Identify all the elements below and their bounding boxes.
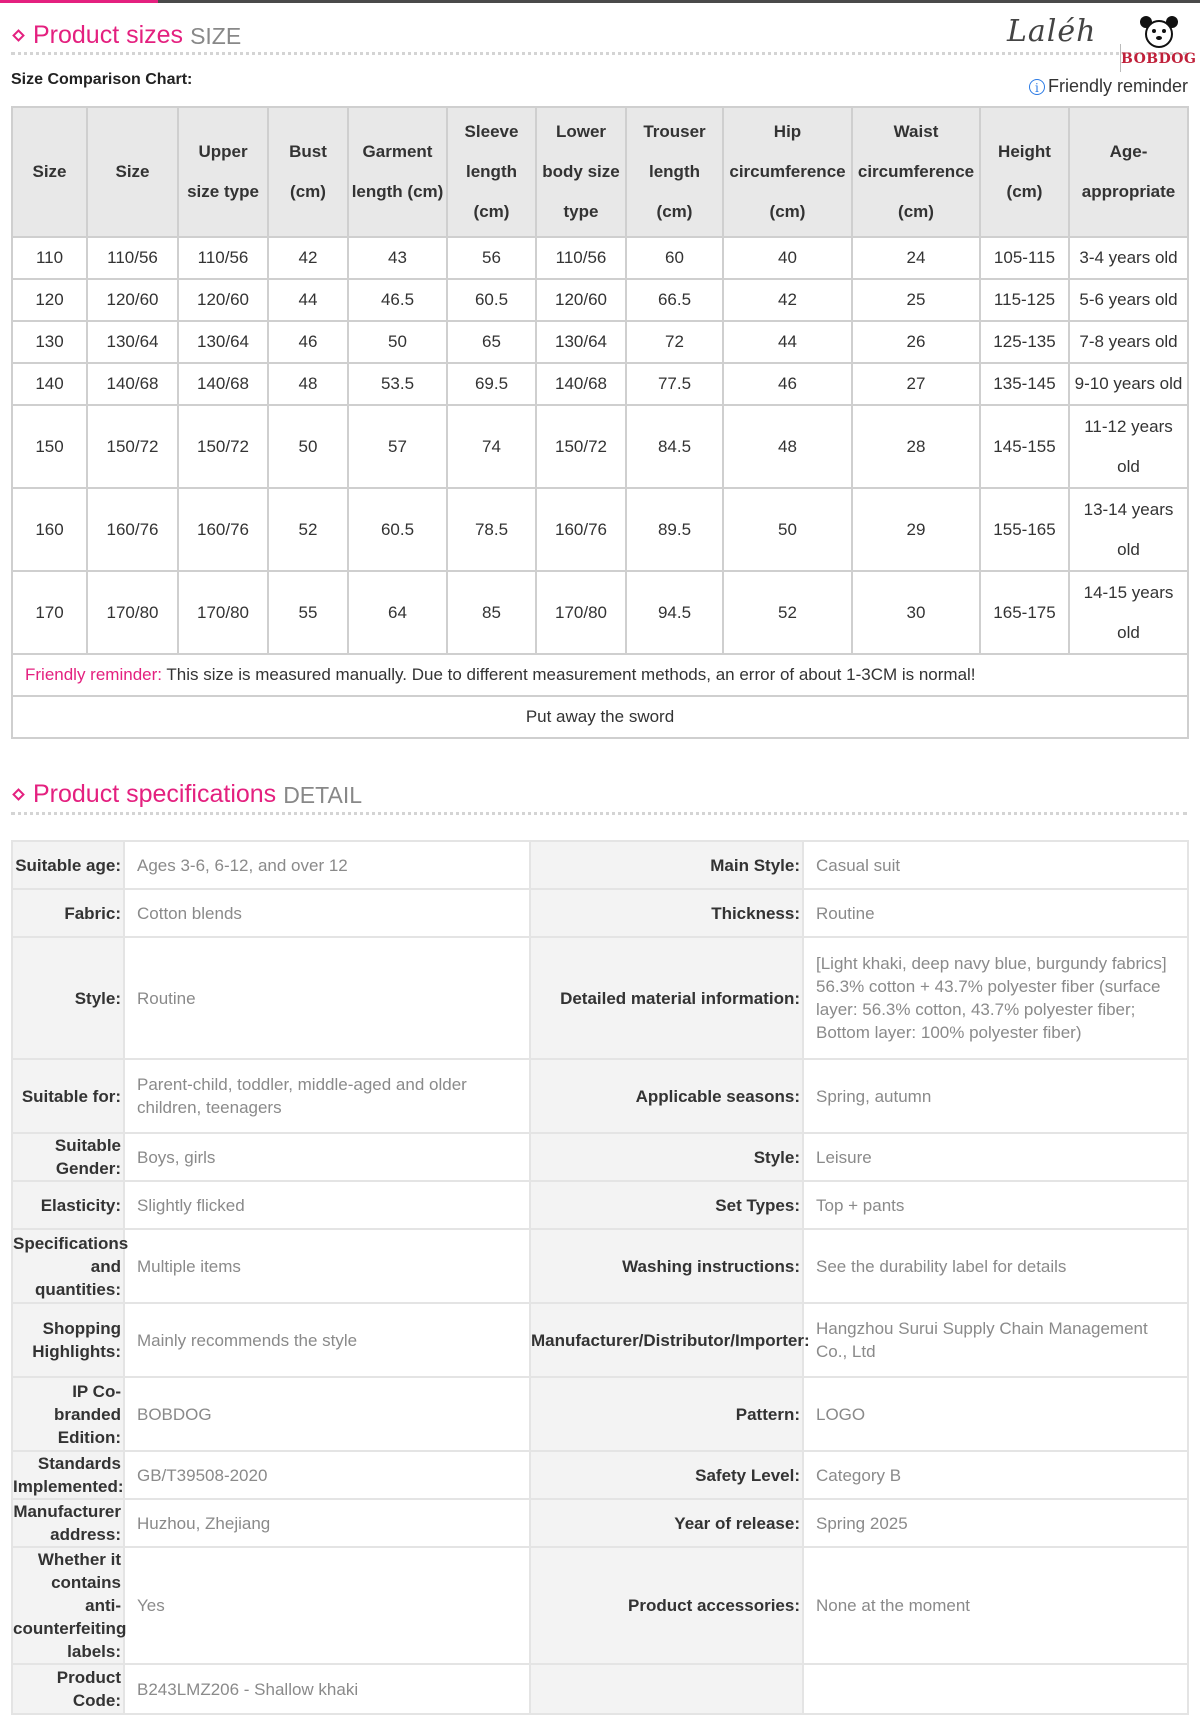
size-cell: 89.5 [626, 488, 723, 571]
spec-value: Slightly flicked [124, 1181, 530, 1229]
spec-row [12, 1664, 1188, 1714]
column-header: Size [87, 107, 178, 237]
friendly-reminder-label: Friendly reminder [1047, 76, 1188, 96]
size-cell: 170/80 [87, 571, 178, 654]
size-cell: 29 [852, 488, 980, 571]
size-cell: 53.5 [348, 363, 447, 405]
spec-table [11, 840, 1189, 1715]
spec-value: Routine [803, 889, 1188, 937]
spec-row [12, 1547, 1188, 1664]
column-header: Bust (cm) [268, 107, 348, 237]
spec-value: Category B [803, 1451, 1188, 1499]
spec-label: Suitable for: [12, 1059, 124, 1133]
size-table-header [12, 107, 1188, 237]
spec-row [12, 1451, 1188, 1499]
size-row [12, 405, 1188, 488]
spec-row [12, 1133, 1188, 1181]
size-row [12, 321, 1188, 363]
spec-row [12, 1377, 1188, 1451]
size-cell: 140 [12, 363, 87, 405]
spec-row [12, 1059, 1188, 1133]
size-cell: 85 [447, 571, 536, 654]
spec-value: Hangzhou Surui Supply Chain Management Co., Ltd [803, 1303, 1188, 1377]
table-footer-text: Put away the sword [12, 696, 1188, 738]
size-cell: 140/68 [536, 363, 626, 405]
size-cell: 57 [348, 405, 447, 488]
spec-label: Fabric: [12, 889, 124, 937]
section-divider [11, 812, 1187, 815]
spec-row [12, 1499, 1188, 1547]
column-header: Height (cm) [980, 107, 1069, 237]
spec-value: Huzhou, Zhejiang [124, 1499, 530, 1547]
size-cell: 160/76 [87, 488, 178, 571]
size-cell: 170/80 [536, 571, 626, 654]
size-cell: 170 [12, 571, 87, 654]
size-cell: 44 [268, 279, 348, 321]
spec-value [803, 1664, 1188, 1714]
size-cell: 43 [348, 237, 447, 279]
spec-label: Specifications and quantities: [12, 1229, 124, 1303]
brand-name: BOBDOG [1121, 51, 1197, 67]
size-cell: 150/72 [87, 405, 178, 488]
size-cell: 48 [268, 363, 348, 405]
size-section-title: Product sizes [33, 21, 184, 49]
spec-value: Multiple items [124, 1229, 530, 1303]
size-cell: 50 [348, 321, 447, 363]
size-cell: 26 [852, 321, 980, 363]
diamond-icon [12, 29, 25, 42]
size-cell: 170/80 [178, 571, 268, 654]
spec-value: Ages 3-6, 6-12, and over 12 [124, 841, 530, 889]
spec-value: Spring, autumn [803, 1059, 1188, 1133]
spec-label: Style: [530, 1133, 803, 1181]
size-section-header [11, 14, 241, 50]
size-cell: 9-10 years old [1069, 363, 1188, 405]
size-cell: 84.5 [626, 405, 723, 488]
size-cell: 69.5 [447, 363, 536, 405]
column-header: Trouser length (cm) [626, 107, 723, 237]
size-cell: 125-135 [980, 321, 1069, 363]
size-cell: 105-115 [980, 237, 1069, 279]
spec-value: Casual suit [803, 841, 1188, 889]
size-table-body [12, 237, 1188, 654]
spec-value: See the durability label for details [803, 1229, 1188, 1303]
spec-section-header [11, 773, 362, 809]
size-cell: 28 [852, 405, 980, 488]
measurement-note [12, 654, 1188, 696]
size-cell: 30 [852, 571, 980, 654]
size-cell: 120 [12, 279, 87, 321]
size-cell: 11-12 years old [1069, 405, 1188, 488]
size-cell: 27 [852, 363, 980, 405]
spec-label: Product Code: [12, 1664, 124, 1714]
size-cell: 120/60 [178, 279, 268, 321]
spec-value: Cotton blends [124, 889, 530, 937]
friendly-reminder-link[interactable] [1029, 76, 1188, 97]
top-bar-active-tab [0, 0, 158, 3]
column-header: Waist circumference (cm) [852, 107, 980, 237]
size-cell: 135-145 [980, 363, 1069, 405]
spec-label: Pattern: [530, 1377, 803, 1451]
column-header: Size [12, 107, 87, 237]
spec-value: B243LMZ206 - Shallow khaki [124, 1664, 530, 1714]
size-row [12, 363, 1188, 405]
size-cell: 115-125 [980, 279, 1069, 321]
column-header: Lower body size type [536, 107, 626, 237]
column-header: Upper size type [178, 107, 268, 237]
size-cell: 42 [268, 237, 348, 279]
size-cell: 64 [348, 571, 447, 654]
size-cell: 60.5 [348, 488, 447, 571]
spec-label: IP Co-branded Edition: [12, 1377, 124, 1451]
spec-value: Routine [124, 937, 530, 1059]
size-cell: 145-155 [980, 405, 1069, 488]
size-cell: 160/76 [178, 488, 268, 571]
spec-section-subtitle: DETAIL [283, 782, 363, 808]
size-cell: 50 [268, 405, 348, 488]
spec-value: Yes [124, 1547, 530, 1664]
size-cell: 150/72 [178, 405, 268, 488]
top-bar [0, 0, 1200, 3]
spec-value: GB/T39508-2020 [124, 1451, 530, 1499]
size-row [12, 488, 1188, 571]
size-cell: 94.5 [626, 571, 723, 654]
size-cell: 150/72 [536, 405, 626, 488]
size-section-subtitle: SIZE [190, 23, 242, 49]
size-cell: 60 [626, 237, 723, 279]
brand-signature: Laléh [1007, 14, 1097, 49]
size-cell: 110/56 [178, 237, 268, 279]
spec-label: Whether it contains anti-counterfeiting labels: [12, 1547, 124, 1664]
size-cell: 78.5 [447, 488, 536, 571]
size-cell: 60.5 [447, 279, 536, 321]
size-table [11, 106, 1189, 739]
size-row [12, 279, 1188, 321]
diamond-icon [12, 788, 25, 801]
size-cell: 160/76 [536, 488, 626, 571]
spec-label: Shopping Highlights: [12, 1303, 124, 1377]
size-cell: 52 [268, 488, 348, 571]
size-cell: 7-8 years old [1069, 321, 1188, 363]
size-cell: 3-4 years old [1069, 237, 1188, 279]
size-cell: 120/60 [536, 279, 626, 321]
spec-label: Standards Implemented: [12, 1451, 124, 1499]
spec-row [12, 1229, 1188, 1303]
spec-value: Leisure [803, 1133, 1188, 1181]
column-header: Sleeve length (cm) [447, 107, 536, 237]
size-cell: 130/64 [178, 321, 268, 363]
size-cell: 14-15 years old [1069, 571, 1188, 654]
size-cell: 55 [268, 571, 348, 654]
spec-label: Manufacturer/Distributor/Importer: [530, 1303, 803, 1377]
spec-value: LOGO [803, 1377, 1188, 1451]
size-cell: 110 [12, 237, 87, 279]
column-header: Age-appropriate [1069, 107, 1188, 237]
spec-label: Elasticity: [12, 1181, 124, 1229]
size-cell: 74 [447, 405, 536, 488]
spec-value: Boys, girls [124, 1133, 530, 1181]
spec-label: Set Types: [530, 1181, 803, 1229]
size-cell: 52 [723, 571, 852, 654]
size-cell: 160 [12, 488, 87, 571]
spec-label: Year of release: [530, 1499, 803, 1547]
size-cell: 65 [447, 321, 536, 363]
spec-label: Manufacturer address: [12, 1499, 124, 1547]
size-cell: 50 [723, 488, 852, 571]
size-cell: 56 [447, 237, 536, 279]
spec-value: [Light khaki, deep navy blue, burgundy fabrics] 56.3% cotton + 43.7% polyester fiber (surface layer: 56.3% cotton, 43.7% polyester fiber; Bottom layer: 100% polyester fiber) [803, 937, 1188, 1059]
size-cell: 66.5 [626, 279, 723, 321]
size-cell: 130 [12, 321, 87, 363]
size-row [12, 237, 1188, 279]
spec-label [530, 1664, 803, 1714]
size-cell: 25 [852, 279, 980, 321]
size-cell: 48 [723, 405, 852, 488]
spec-row [12, 889, 1188, 937]
spec-label: Washing instructions: [530, 1229, 803, 1303]
spec-value: Parent-child, toddler, middle-aged and older children, teenagers [124, 1059, 530, 1133]
size-cell: 42 [723, 279, 852, 321]
spec-label: Style: [12, 937, 124, 1059]
spec-value: None at the moment [803, 1547, 1188, 1664]
size-cell: 130/64 [536, 321, 626, 363]
size-cell: 46 [268, 321, 348, 363]
spec-value: Spring 2025 [803, 1499, 1188, 1547]
spec-label: Detailed material information: [530, 937, 803, 1059]
dog-mascot-icon [1137, 14, 1181, 50]
spec-label: Suitable age: [12, 841, 124, 889]
spec-label: Suitable Gender: [12, 1133, 124, 1181]
spec-value: Mainly recommends the style [124, 1303, 530, 1377]
size-cell: 40 [723, 237, 852, 279]
note-label: Friendly reminder: [25, 665, 162, 684]
spec-section-title: Product specifications [33, 780, 277, 808]
column-header: Garment length (cm) [348, 107, 447, 237]
size-cell: 72 [626, 321, 723, 363]
size-cell: 110/56 [87, 237, 178, 279]
size-cell: 46.5 [348, 279, 447, 321]
size-row [12, 571, 1188, 654]
chart-caption: Size Comparison Chart: [11, 71, 193, 88]
size-cell: 46 [723, 363, 852, 405]
spec-row [12, 1181, 1188, 1229]
spec-row [12, 841, 1188, 889]
size-cell: 140/68 [178, 363, 268, 405]
size-cell: 13-14 years old [1069, 488, 1188, 571]
size-cell: 130/64 [87, 321, 178, 363]
size-cell: 77.5 [626, 363, 723, 405]
info-icon: i [1029, 79, 1045, 95]
size-cell: 165-175 [980, 571, 1069, 654]
spec-row [12, 1303, 1188, 1377]
note-text: This size is measured manually. Due to different measurement methods, an error of about 1-3CM is normal! [162, 665, 976, 684]
size-cell: 150 [12, 405, 87, 488]
spec-label: Main Style: [530, 841, 803, 889]
size-cell: 24 [852, 237, 980, 279]
spec-row [12, 937, 1188, 1059]
size-cell: 120/60 [87, 279, 178, 321]
brand-logo [1007, 14, 1197, 70]
size-cell: 44 [723, 321, 852, 363]
size-cell: 5-6 years old [1069, 279, 1188, 321]
size-cell: 110/56 [536, 237, 626, 279]
spec-label: Thickness: [530, 889, 803, 937]
spec-value: Top + pants [803, 1181, 1188, 1229]
spec-value: BOBDOG [124, 1377, 530, 1451]
spec-label: Applicable seasons: [530, 1059, 803, 1133]
column-header: Hip circumference (cm) [723, 107, 852, 237]
spec-label: Safety Level: [530, 1451, 803, 1499]
size-cell: 155-165 [980, 488, 1069, 571]
spec-label: Product accessories: [530, 1547, 803, 1664]
size-cell: 140/68 [87, 363, 178, 405]
